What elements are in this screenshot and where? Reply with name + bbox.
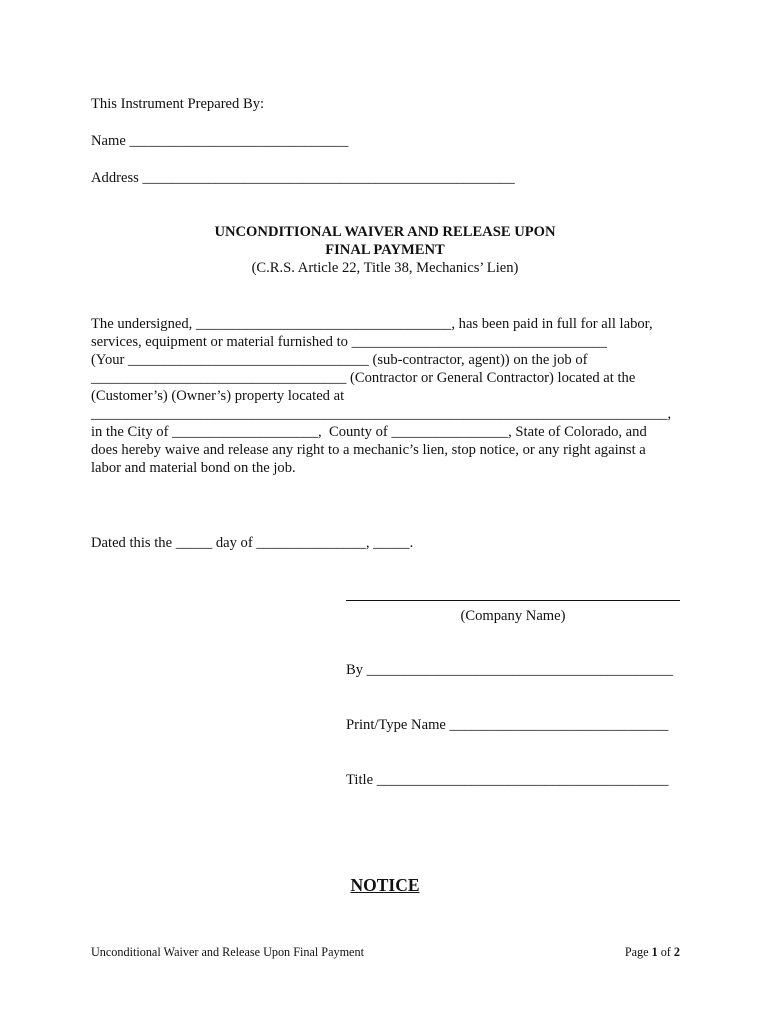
body-line: ___________________________________ (Contractor or General Contractor) located at the — [91, 370, 636, 386]
body-line: services, equipment or material furnished to ___________________________________ — [91, 334, 607, 350]
page-of: of — [657, 945, 674, 959]
page-total: 2 — [673, 945, 680, 959]
footer-document-name: Unconditional Waiver and Release Upon Final Payment — [91, 945, 364, 959]
page-current: 1 — [651, 945, 658, 959]
body-line: (Your _________________________________ (sub-contractor, agent)) on the job of — [91, 352, 588, 368]
notice-heading: NOTICE — [350, 875, 420, 895]
document-title-line-1: UNCONDITIONAL WAIVER AND RELEASE UPON — [214, 224, 556, 240]
prepared-by-label: This Instrument Prepared By: — [91, 96, 265, 112]
body-line: labor and material bond on the job. — [91, 460, 296, 476]
document-subtitle: (C.R.S. Article 22, Title 38, Mechanics’ Lien) — [251, 260, 519, 276]
by-signature-line: By __________________________________________ — [346, 662, 674, 678]
body-line: does hereby waive and release any right to a mechanic’s lien, stop notice, or any right against a — [91, 442, 646, 458]
print-name-line: Print/Type Name ______________________________ — [346, 717, 669, 733]
document-title-line-2: FINAL PAYMENT — [325, 242, 445, 258]
dated-line: Dated this the _____ day of _______________, _____. — [91, 535, 414, 551]
body-line: _______________________________________________________________________________, — [91, 406, 672, 422]
address-field-line: Address ___________________________________________________ — [91, 170, 515, 186]
body-line: (Customer’s) (Owner’s) property located at — [91, 388, 345, 404]
company-signature-rule — [346, 600, 680, 601]
title-signature-line: Title ________________________________________ — [346, 772, 669, 788]
body-line: The undersigned, ___________________________________, has been paid in full for all labor, — [91, 316, 653, 332]
page-label: Page — [624, 945, 652, 959]
footer-page-number — [625, 945, 680, 960]
company-name-label: (Company Name) — [460, 608, 566, 624]
name-field-line: Name ______________________________ — [91, 133, 349, 149]
body-line: in the City of ____________________, County of ________________, State of Colorado, and — [91, 424, 647, 440]
